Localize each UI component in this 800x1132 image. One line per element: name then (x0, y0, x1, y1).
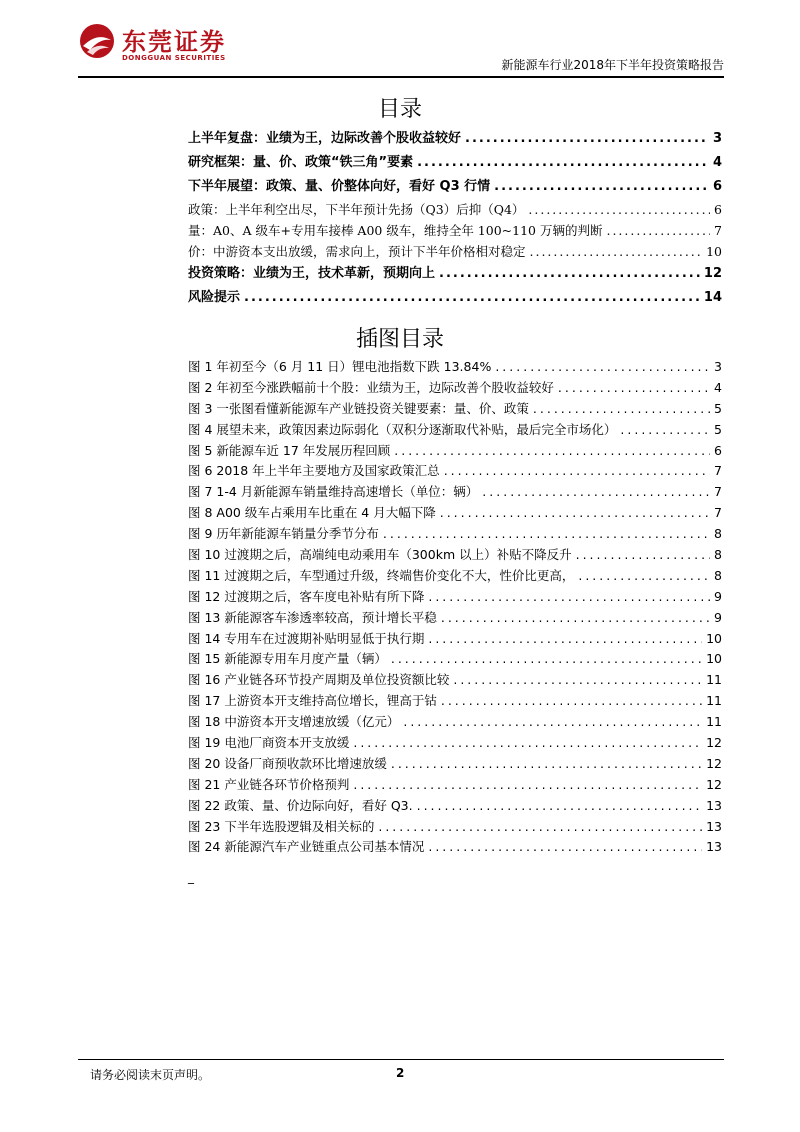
figure-entry-text: 图 15 新能源专用车月度产量（辆） (188, 651, 387, 667)
figure-entry[interactable] (188, 796, 722, 817)
dot-leader (530, 241, 703, 262)
figure-entry-page: 9 (714, 609, 722, 625)
figure-entry-page: 4 (714, 379, 722, 395)
dot-leader (444, 461, 710, 482)
figure-entry[interactable] (188, 817, 722, 838)
figure-entry-text: 图 12 过渡期之后，客车度电补贴有所下降 (188, 588, 425, 604)
disclaimer-note: 请务必阅读末页声明。 (90, 1068, 211, 1082)
toc-entry-page: 6 (712, 179, 722, 194)
toc-entry-page: 10 (706, 244, 722, 259)
toc-entry-page: 12 (703, 266, 722, 281)
page-header (78, 16, 724, 76)
figure-entry-text: 图 8 A00 级车占乘用车比重在 4 月大幅下降 (188, 505, 436, 521)
toc-entry[interactable] (188, 175, 722, 199)
figure-entry[interactable] (188, 587, 722, 608)
header-divider (78, 76, 724, 78)
toc-entry[interactable] (188, 262, 722, 286)
toc-entry[interactable] (188, 151, 722, 175)
figure-entry-page: 9 (714, 588, 722, 604)
company-logo (78, 20, 278, 68)
figure-entry[interactable] (188, 629, 722, 650)
figure-entry[interactable] (188, 608, 722, 629)
figure-entry-page: 13 (706, 818, 722, 834)
figure-entry-text: 图 24 新能源汽车产业链重点公司基本情况 (188, 839, 425, 855)
dot-leader (465, 127, 709, 151)
figure-entry-page: 5 (714, 421, 722, 437)
toc-entry[interactable] (188, 286, 722, 310)
page-number: 2 (396, 1066, 405, 1080)
figure-entry[interactable] (188, 399, 722, 420)
figure-entry-text: 图 2 年初至今涨跌幅前十个股：业绩为王，边际改善个股收益较好 (188, 379, 554, 395)
figure-entry[interactable] (188, 837, 722, 858)
figure-entry-page: 7 (714, 484, 722, 500)
dot-leader (494, 175, 709, 199)
figure-entry-page: 11 (706, 693, 722, 709)
dot-leader (428, 837, 702, 858)
figure-entry-page: 6 (714, 442, 722, 458)
figure-entry-page: 11 (706, 714, 722, 730)
figure-entry-text: 图 20 设备厂商预收款环比增速放缓 (188, 755, 387, 771)
figure-entry[interactable] (188, 461, 722, 482)
figure-entry-text: 图 6 2018 年上半年主要地方及国家政策汇总 (188, 463, 440, 479)
figure-entry[interactable] (188, 712, 722, 733)
figure-entry[interactable] (188, 775, 722, 796)
toc-entry-text: 下半年展望：政策、量、价整体向好，看好 Q3 行情 (188, 179, 491, 194)
figure-entry-text: 图 18 中游资本开支增速放缓（亿元） (188, 714, 400, 730)
dot-leader (441, 608, 710, 629)
figure-entry-text: 图 5 新能源车近 17 年发展历程回顾 (188, 442, 391, 458)
figure-entry-text: 图 16 产业链各环节投产周期及单位投资额比较 (188, 672, 450, 688)
toc-entry-text: 研究框架：量、价、政策“铁三角”要素 (188, 155, 414, 170)
figure-entry[interactable] (188, 503, 722, 524)
figure-entry[interactable] (188, 524, 722, 545)
figure-entry-page: 12 (706, 735, 722, 751)
toc-entry-text: 上半年复盘：业绩为王，边际改善个股收益较好 (188, 131, 462, 146)
figure-entry-text: 图 10 过渡期之后，高端纯电动乘用车（300km 以上）补贴不降反升 (188, 547, 572, 563)
figure-entry-page: 12 (706, 776, 722, 792)
figure-entry[interactable] (188, 566, 722, 587)
toc-entry-text: 量：A0、A 级车+专用车接棒 A00 级车，维持全年 100~110 万辆的判断 (188, 223, 603, 238)
toc-entry-page: 14 (703, 290, 722, 305)
toc-entry-page: 4 (712, 155, 722, 170)
figure-entry[interactable] (188, 441, 722, 462)
figure-list (188, 357, 722, 858)
figure-entry-page: 8 (714, 547, 722, 563)
figure-entry-page: 8 (714, 567, 722, 583)
dot-leader (606, 220, 710, 241)
figure-entry[interactable] (188, 420, 722, 441)
dot-leader (482, 482, 710, 503)
figure-entry-page: 10 (706, 630, 722, 646)
dot-leader (576, 545, 710, 566)
dot-leader (441, 691, 702, 712)
figure-entry[interactable] (188, 482, 722, 503)
dot-leader (495, 357, 710, 378)
dot-leader (353, 775, 702, 796)
dot-leader (403, 712, 702, 733)
dot-leader (417, 151, 709, 175)
stray-mark: _ (188, 870, 194, 884)
toc-entry-page: 3 (712, 131, 722, 146)
dot-leader (620, 420, 710, 441)
company-name-cn: 东莞证券 (122, 27, 226, 56)
dot-leader (391, 754, 702, 775)
figure-entry[interactable] (188, 649, 722, 670)
toc-entry[interactable] (188, 199, 722, 220)
dot-leader (353, 733, 702, 754)
toc-list (188, 127, 722, 310)
figure-entry-text: 图 21 产业链各环节价格预判 (188, 776, 350, 792)
figure-entry-text: 图 22 政策、量、价边际向好，看好 Q3. (188, 797, 413, 813)
dot-leader (378, 817, 702, 838)
figure-entry-page: 7 (714, 463, 722, 479)
toc-entry-text: 价：中游资本支出放缓，需求向上，预计下半年价格相对稳定 (188, 244, 526, 259)
figure-entry-text: 图 13 新能源客车渗透率较高，预计增长平稳 (188, 609, 437, 625)
figure-entry-text: 图 17 上游资本开支维持高位增长，锂高于钴 (188, 693, 437, 709)
figure-entry-page: 5 (714, 400, 722, 416)
footer-divider (78, 1059, 724, 1060)
dot-leader (578, 566, 710, 587)
figure-entry-text: 图 1 年初至今（6 月 11 日）锂电池指数下跌 13.84% (188, 359, 492, 374)
dot-leader (428, 587, 710, 608)
dot-leader (528, 199, 710, 220)
dot-leader (244, 286, 700, 310)
figure-entry-text: 图 4 展望未来，政策因素边际弱化（双积分逐渐取代补贴，最后完全市场化） (188, 421, 617, 437)
figure-entry[interactable] (188, 357, 722, 378)
dot-leader (417, 796, 703, 817)
figure-entry-text: 图 11 过渡期之后，车型通过升级，终端售价变化不大，性价比更高， (188, 567, 575, 583)
company-logo-icon (78, 22, 116, 60)
figure-entry-page: 13 (706, 797, 722, 813)
figure-entry-page: 12 (706, 755, 722, 771)
figure-entry-page: 7 (714, 505, 722, 521)
toc-entry-page: 6 (714, 202, 722, 217)
dot-leader (440, 503, 710, 524)
dot-leader (533, 399, 710, 420)
figure-entry-text: 图 14 专用车在过渡期补贴明显低于执行期 (188, 630, 425, 646)
figure-entry-page: 8 (714, 526, 722, 542)
figure-entry-text: 图 7 1-4 月新能源车销量维持高速增长（单位：辆） (188, 484, 479, 500)
figure-entry[interactable] (188, 545, 722, 566)
figure-entry[interactable] (188, 733, 722, 754)
toc-entry-text: 政策：上半年利空出尽，下半年预计先扬（Q3）后抑（Q4） (188, 202, 525, 217)
toc-title: 目录 (377, 97, 422, 122)
figure-entry-page: 13 (706, 839, 722, 855)
figure-entry-text: 图 9 历年新能源车销量分季节分布 (188, 526, 379, 542)
toc-entry-text: 投资策略：业绩为王，技术革新，预期向上 (188, 266, 436, 281)
figure-entry-page: 10 (706, 651, 722, 667)
figure-entry[interactable] (188, 378, 722, 399)
figure-entry[interactable] (188, 691, 722, 712)
figure-entry-text: 图 3 一张图看懂新能源车产业链投资关键要素：量、价、政策 (188, 400, 529, 416)
toc-entry[interactable] (188, 127, 722, 151)
toc-entry[interactable] (188, 241, 722, 262)
figure-entry[interactable] (188, 754, 722, 775)
toc-entry-page: 7 (714, 223, 722, 238)
dot-leader (394, 441, 710, 462)
toc-entry-text: 风险提示 (188, 290, 241, 305)
toc-entry[interactable] (188, 220, 722, 241)
company-name-en: DONGGUAN SECURITIES (122, 54, 226, 62)
figure-entry-text: 图 23 下半年选股逻辑及相关标的 (188, 818, 375, 834)
figure-list-title: 插图目录 (355, 327, 444, 352)
dot-leader (558, 378, 710, 399)
figure-entry-page: 3 (714, 359, 722, 374)
dot-leader (383, 524, 710, 545)
report-title: 新能源车行业2018年下半年投资策略报告 (501, 58, 724, 72)
figure-entry-page: 11 (706, 672, 722, 688)
figure-entry-text: 图 19 电池厂商资本开支放缓 (188, 735, 350, 751)
dot-leader (453, 670, 702, 691)
figure-entry[interactable] (188, 670, 722, 691)
dot-leader (391, 649, 702, 670)
dot-leader (439, 262, 700, 286)
dot-leader (428, 629, 702, 650)
